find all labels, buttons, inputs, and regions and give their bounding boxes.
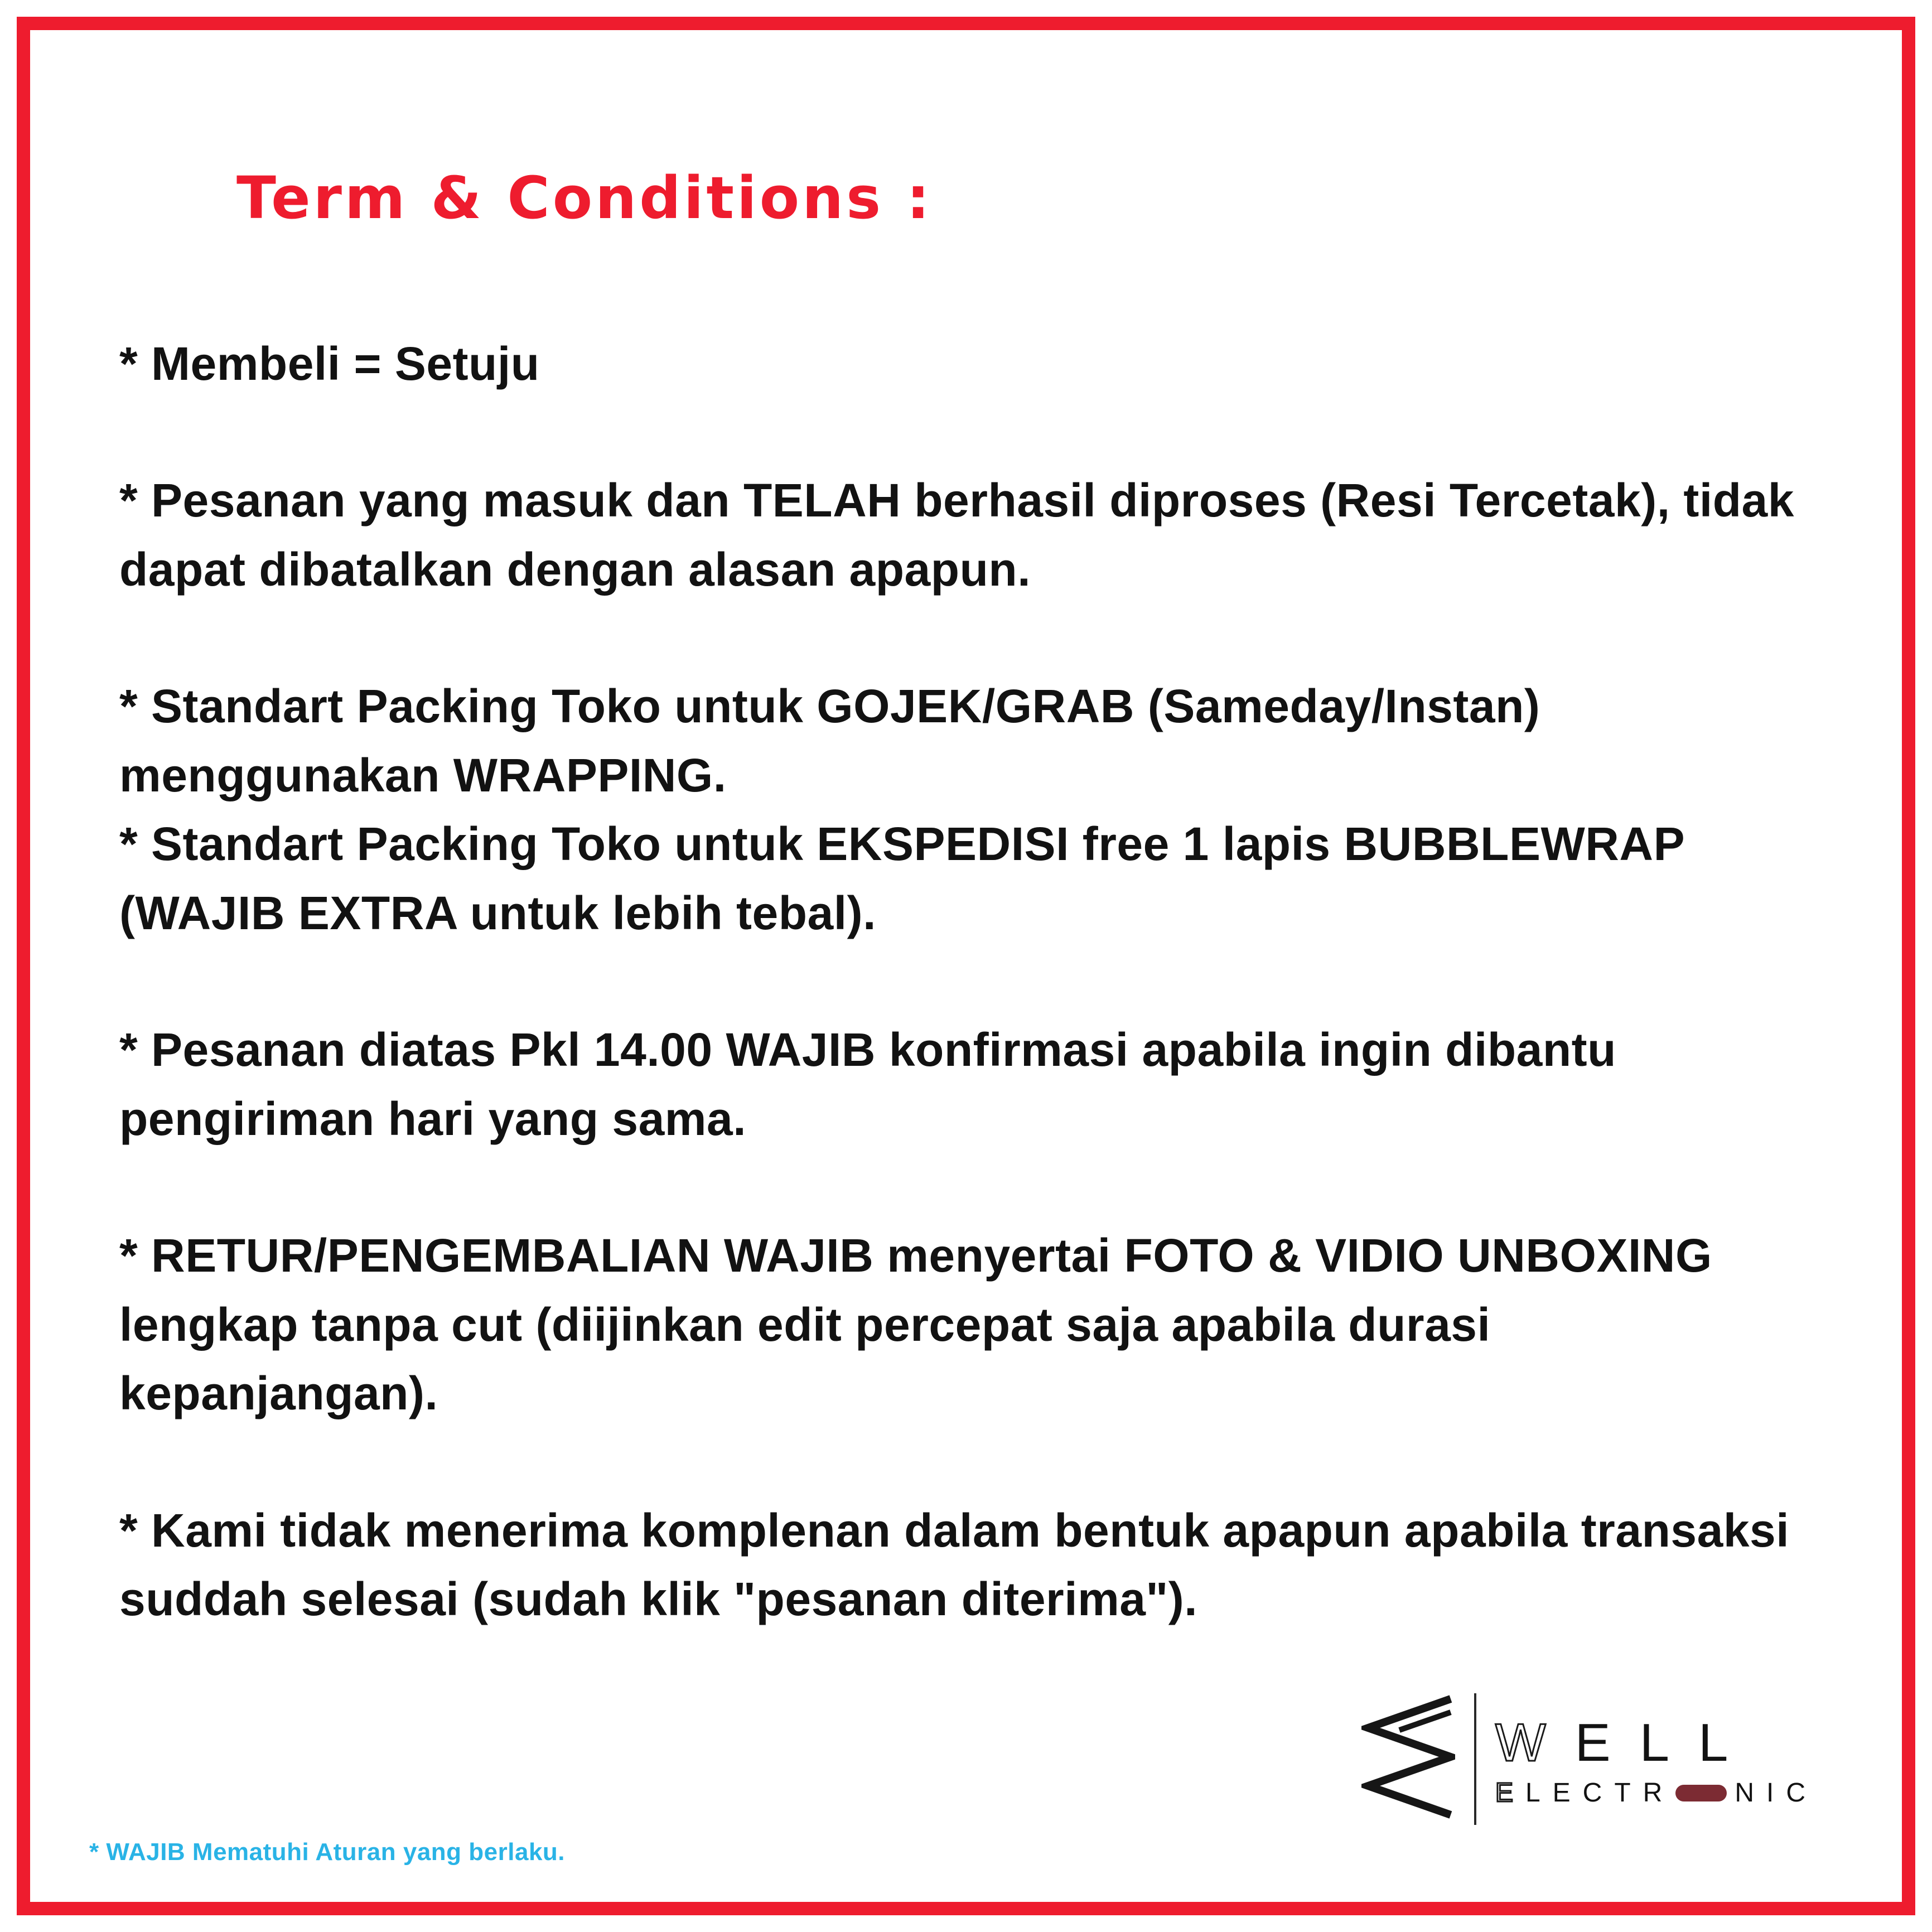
- zigzag-monogram-icon: [1361, 1692, 1455, 1826]
- o-pill-icon: [1675, 1785, 1727, 1801]
- term-item: * Standart Packing Toko untuk EKSPEDISI free 1 lapis BUBBLEWRAP (WAJIB EXTRA untuk lebih tebal).: [119, 818, 1684, 939]
- logo-letter-e-outlined: E: [1495, 1778, 1525, 1808]
- term-item: * RETUR/PENGEMBALIAN WAJIB menyertai FOTO & VIDIO UNBOXING lengkap tanpa cut (diijinkan edit percepat saja apabila durasi kepanjangan).: [119, 1229, 1712, 1420]
- logo-word-well-rest: ELL: [1574, 1713, 1757, 1772]
- logo-word-electronic: [1495, 1780, 1818, 1807]
- term-item: * Membeli = Setuju: [119, 337, 540, 390]
- logo-divider: [1474, 1693, 1476, 1825]
- page-title: Term & Conditions :: [236, 164, 933, 232]
- term-item: * Standart Packing Toko untuk GOJEK/GRAB (Sameday/Instan) menggunakan WRAPPING.: [119, 680, 1540, 801]
- term-item: * Kami tidak menerima komplenan dalam bentuk apapun apabila transaksi suddah selesai (sudah klik "pesanan diterima").: [119, 1504, 1790, 1626]
- footer-note: * WAJIB Mematuhi Aturan yang berlaku.: [89, 1838, 566, 1866]
- logo-word-electronic-rest: NIC: [1735, 1778, 1818, 1808]
- brand-logo: [1361, 1692, 1818, 1826]
- term-item: * Pesanan diatas Pkl 14.00 WAJIB konfirmasi apabila ingin dibantu pengiriman hari yang sama.: [119, 1023, 1616, 1145]
- card-content: [30, 30, 1902, 1902]
- logo-text: [1495, 1712, 1818, 1807]
- logo-word-well: [1495, 1713, 1818, 1772]
- logo-letter-w-outlined: W: [1495, 1713, 1575, 1772]
- logo-word-electronic-mid: LECTR: [1525, 1778, 1675, 1808]
- term-item: * Pesanan yang masuk dan TELAH berhasil diproses (Resi Tercetak), tidak dapat dibatalkan dengan alasan apapun.: [119, 474, 1794, 596]
